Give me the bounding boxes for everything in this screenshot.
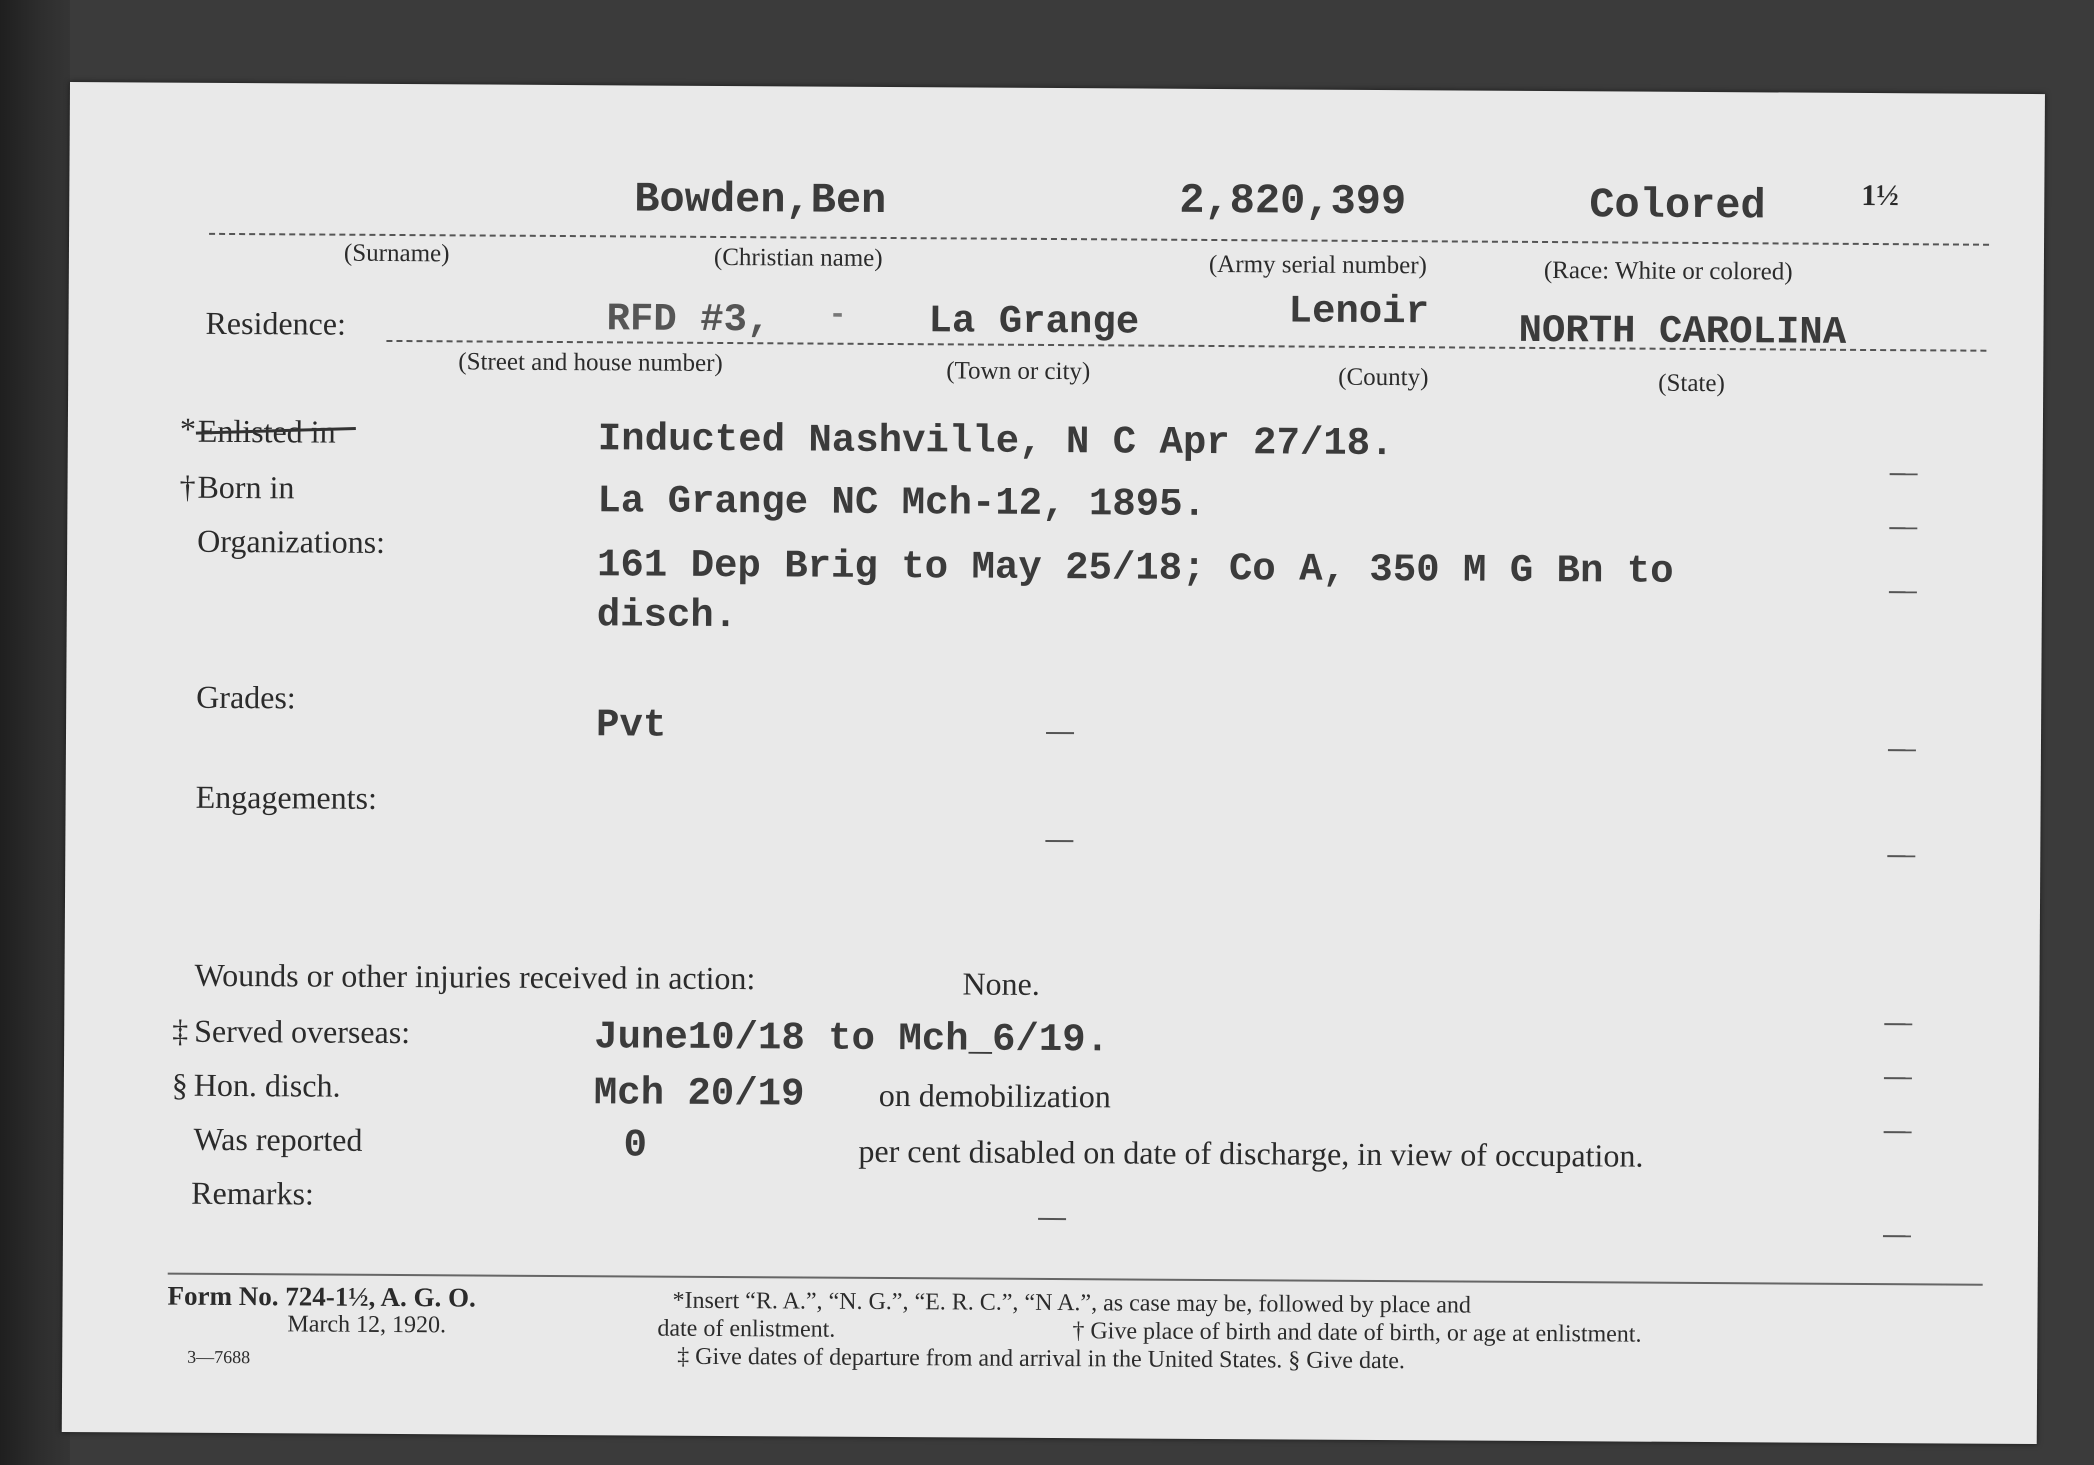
reported-value: 0 <box>623 1123 648 1168</box>
engagements-label: Engagements: <box>195 778 378 816</box>
state-caption: (State) <box>1658 369 1725 398</box>
county-value: Lenoir <box>1288 289 1430 335</box>
enlisted-star: * <box>179 410 196 447</box>
fraction-mark: 1½ <box>1861 178 1899 213</box>
margin-tick <box>1890 473 1918 475</box>
footnote-enlistment-cont: date of enlistment. <box>657 1315 836 1343</box>
enlisted-label: Enlisted in <box>197 412 336 450</box>
street-mark: - <box>828 298 847 333</box>
overseas-value: June10/18 to Mch_6/19. <box>594 1015 1110 1063</box>
grades-label: Grades: <box>196 678 296 716</box>
margin-tick <box>1884 1077 1912 1079</box>
form-date: March 12, 1920. <box>287 1311 447 1339</box>
margin-tick <box>1889 591 1917 593</box>
reported-note: per cent disabled on date of discharge, in view of occupation. <box>858 1132 1644 1174</box>
serial-caption: (Army serial number) <box>1208 250 1427 280</box>
christian-name-caption: (Christian name) <box>713 243 883 272</box>
race-value: Colored <box>1589 181 1766 231</box>
born-value: La Grange NC Mch-12, 1895. <box>597 479 1207 527</box>
reported-label: Was reported <box>193 1120 363 1158</box>
margin-tick <box>1046 732 1074 734</box>
wounds-value: None. <box>962 965 1040 1002</box>
remarks-label: Remarks: <box>191 1174 314 1212</box>
town-value: La Grange <box>928 299 1140 345</box>
print-code: 3—7688 <box>187 1346 251 1368</box>
born-label: Born in <box>197 468 295 506</box>
header-rule <box>209 233 1989 246</box>
born-dagger: † <box>179 468 196 505</box>
footnote-overseas: ‡ Give dates of departure from and arrival in the United States. § Give date. <box>677 1343 1406 1375</box>
footnote-enlistment: *Insert “R. A.”, “N. G.”, “E. R. C.”, “N A.”, as case may be, followed by place and <box>672 1287 1472 1319</box>
race-caption: (Race: White or colored) <box>1543 257 1793 286</box>
grades-value: Pvt <box>595 703 667 748</box>
margin-tick <box>1883 1235 1911 1237</box>
margin-tick <box>1045 840 1073 842</box>
organizations-label: Organizations: <box>197 522 386 560</box>
form-number: Form No. 724-1½, A. G. O. <box>167 1280 476 1313</box>
disch-value: Mch 20/19 <box>593 1071 805 1117</box>
margin-tick <box>1038 1218 1066 1220</box>
organizations-line-1: 161 Dep Brig to May 25/18; Co A, 350 M G Bn to <box>596 543 1674 594</box>
town-caption: (Town or city) <box>946 357 1091 386</box>
street-value: RFD #3, <box>606 297 771 343</box>
street-caption: (Street and house number) <box>458 348 723 377</box>
disch-note: on demobilization <box>878 1076 1111 1115</box>
footnote-birth: † Give place of birth and date of birth, or age at enlistment. <box>1072 1318 1642 1348</box>
state-value: NORTH CAROLINA <box>1518 308 1847 355</box>
enlisted-value: Inducted Nashville, N C Apr 27/18. <box>597 417 1394 467</box>
residence-label: Residence: <box>205 304 347 342</box>
margin-tick <box>1884 1131 1912 1133</box>
margin-tick <box>1889 527 1917 529</box>
surname-caption: (Surname) <box>343 239 450 268</box>
service-record-card <box>62 82 2045 1444</box>
disch-label: Hon. disch. <box>193 1066 341 1104</box>
scan-background-edge <box>0 0 70 1465</box>
margin-tick <box>1888 749 1916 751</box>
overseas-mark: ‡ <box>172 1012 189 1049</box>
name-value: Bowden,Ben <box>634 175 887 225</box>
serial-number-value: 2,820,399 <box>1179 176 1407 227</box>
margin-tick <box>1887 855 1915 857</box>
margin-tick <box>1884 1023 1912 1025</box>
wounds-label: Wounds or other injuries received in action: <box>194 956 756 997</box>
disch-mark: § <box>171 1066 188 1103</box>
overseas-label: Served overseas: <box>194 1012 411 1051</box>
organizations-line-2: disch. <box>596 593 738 639</box>
county-caption: (County) <box>1338 363 1429 392</box>
